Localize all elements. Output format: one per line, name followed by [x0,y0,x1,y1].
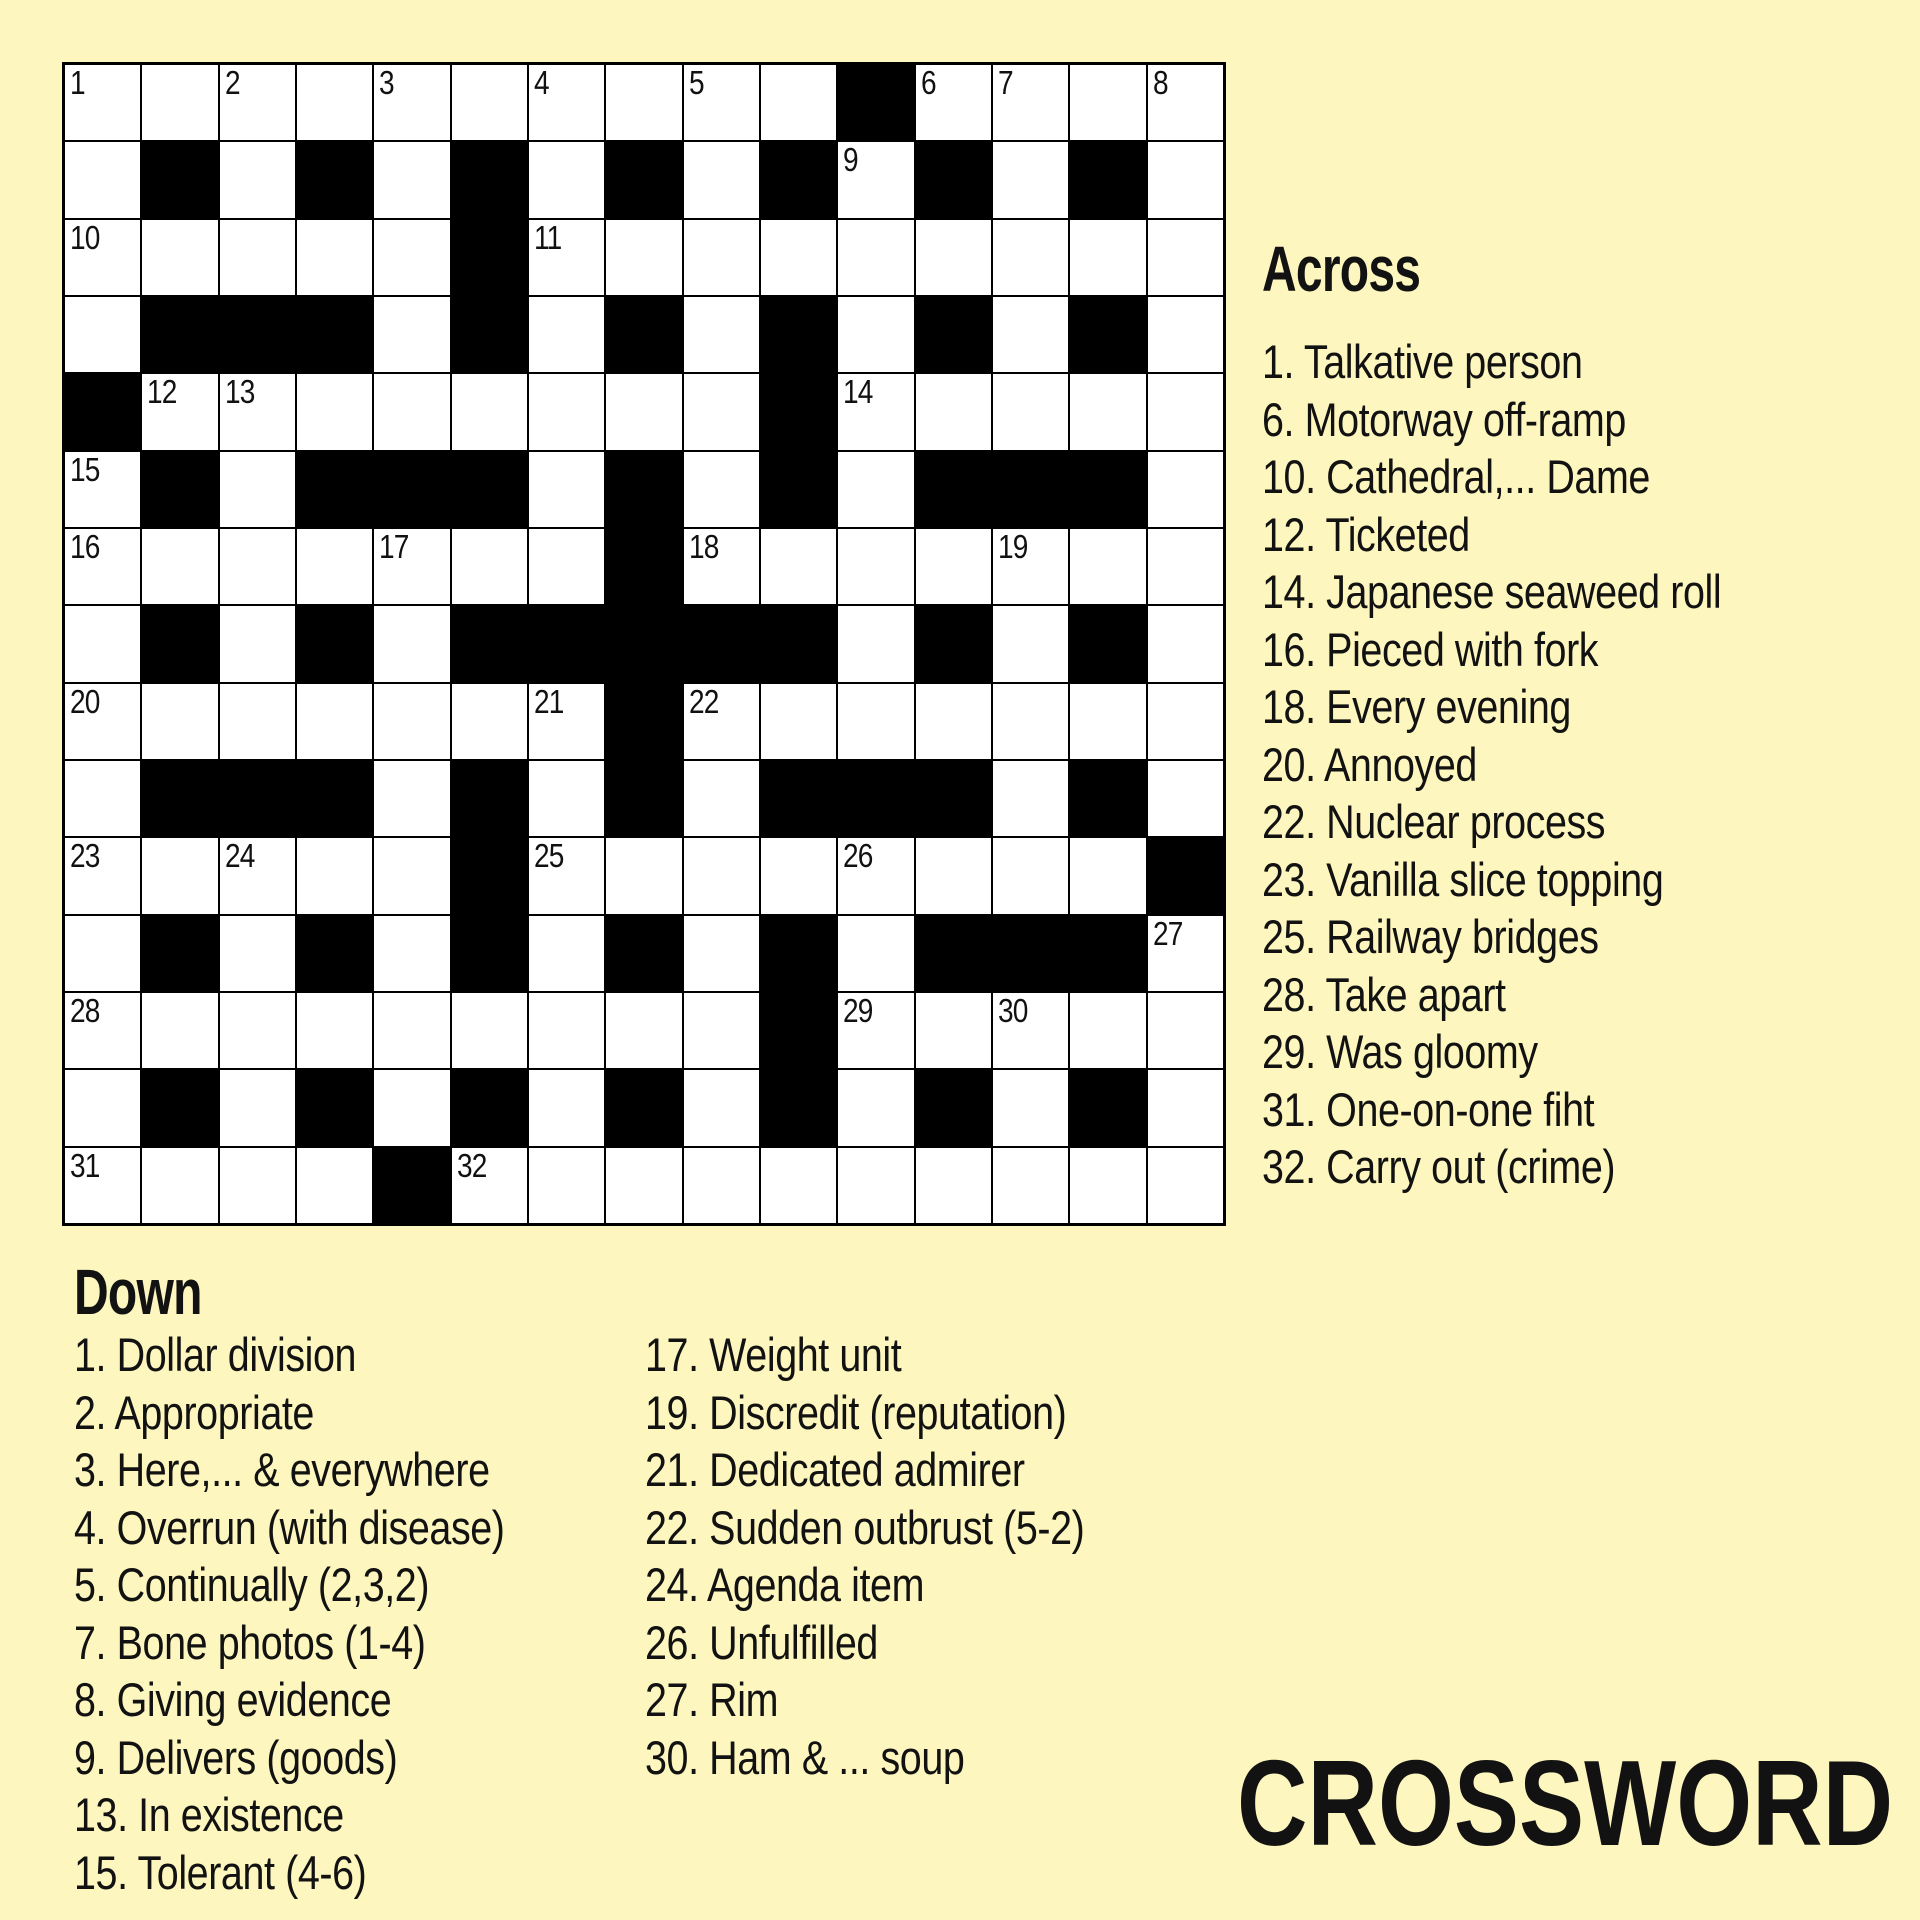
grid-cell[interactable] [838,142,913,217]
grid-cell[interactable] [1070,993,1145,1068]
down-clue: 21. Dedicated admirer [645,1443,1025,1496]
grid-cell[interactable] [838,684,913,759]
grid-cell-black [142,761,217,836]
grid-cell[interactable] [916,220,991,295]
grid-cell[interactable] [916,529,991,604]
grid-cell[interactable] [1070,220,1145,295]
cell-number: 12 [147,373,177,411]
crossword-title: CROSSWORD [1236,1735,1893,1871]
grid-cell[interactable] [838,220,913,295]
grid-cell[interactable] [297,993,372,1068]
grid-cell[interactable] [916,993,991,1068]
across-clue-list [1262,333,1721,1196]
grid-cell-black [452,297,527,372]
grid-cell[interactable] [220,916,295,991]
down-clue: 27. Rim [645,1673,779,1726]
grid-cell-black [606,761,681,836]
grid-cell[interactable] [142,374,217,449]
grid-cell[interactable] [220,1148,295,1223]
grid-cell-black [452,452,527,527]
down-clue: 19. Discredit (reputation) [645,1385,1067,1439]
grid-cell-black [297,297,372,372]
cell-number: 3 [379,64,395,101]
grid-cell[interactable] [761,65,836,140]
grid-cell[interactable] [838,1148,913,1223]
grid-cell[interactable] [452,65,527,140]
grid-cell[interactable] [452,684,527,759]
cell-number: 26 [843,837,873,875]
grid-cell[interactable] [684,220,759,295]
down-clue: 26. Unfulfilled [645,1615,878,1669]
grid-cell[interactable] [684,838,759,913]
grid-cell[interactable] [916,374,991,449]
grid-cell-black [297,142,372,217]
cell-number: 29 [843,992,873,1029]
grid-cell-black [916,142,991,217]
grid-cell[interactable] [916,838,991,913]
grid-cell-black [1070,916,1145,991]
cell-number: 9 [843,141,859,179]
grid-cell[interactable] [761,220,836,295]
grid-cell[interactable] [684,1148,759,1223]
grid-cell[interactable] [606,374,681,449]
grid-cell[interactable] [529,761,604,836]
grid-cell[interactable] [606,838,681,913]
cell-number: 8 [1152,64,1168,101]
grid-cell[interactable] [529,65,604,140]
down-clue: 4. Overrun (with disease) [74,1500,505,1554]
grid-cell-black [374,1148,449,1223]
across-clue: 1. Talkative person [1262,335,1583,388]
grid-cell[interactable] [993,993,1068,1068]
cell-number: 24 [224,837,255,875]
grid-cell[interactable] [374,220,449,295]
grid-cell[interactable] [374,993,449,1068]
grid-cell[interactable] [65,993,140,1068]
down-clue-list-left [74,1326,505,1901]
grid-cell[interactable] [606,220,681,295]
grid-cell[interactable] [220,220,295,295]
grid-cell-black [606,142,681,217]
down-clue: 24. Agenda item [645,1558,925,1611]
cell-number: 32 [456,1146,487,1184]
down-clue: 22. Sudden outbrust (5-2) [645,1500,1085,1554]
grid-cell[interactable] [993,220,1068,295]
grid-cell[interactable] [529,1070,604,1145]
grid-cell[interactable] [684,374,759,449]
grid-cell-black [916,1070,991,1145]
grid-cell[interactable] [65,65,140,140]
grid-cell-black [761,993,836,1068]
grid-cell-black [761,1070,836,1145]
grid-cell[interactable] [838,529,913,604]
down-clue: 15. Tolerant (4-6) [74,1845,367,1899]
grid-cell[interactable] [684,916,759,991]
grid-cell[interactable] [993,684,1068,759]
grid-cell[interactable] [374,838,449,913]
grid-cell-black [761,761,836,836]
grid-cell[interactable] [993,297,1068,372]
grid-cell-black [452,761,527,836]
grid-cell[interactable] [374,761,449,836]
grid-cell[interactable] [220,684,295,759]
grid-cell[interactable] [993,1070,1068,1145]
grid-cell-black [761,916,836,991]
grid-cell[interactable] [1148,142,1223,217]
grid-cell-black [916,452,991,527]
grid-cell[interactable] [529,142,604,217]
grid-cell[interactable] [65,1070,140,1145]
grid-cell-black [297,761,372,836]
grid-cell[interactable] [220,993,295,1068]
grid-cell-black [916,761,991,836]
grid-cell-black [606,452,681,527]
grid-cell-black [452,142,527,217]
cell-number: 4 [534,64,549,101]
grid-cell[interactable] [838,606,913,681]
cell-number: 10 [70,218,100,256]
grid-cell-black [1070,761,1145,836]
across-clue: 20. Annoyed [1262,737,1477,791]
grid-cell[interactable] [65,297,140,372]
grid-cell[interactable] [1070,838,1145,913]
grid-cell-black [142,606,217,681]
grid-cell[interactable] [1148,761,1223,836]
grid-cell[interactable] [761,838,836,913]
grid-cell-black [297,916,372,991]
cell-number: 31 [70,1146,100,1184]
grid-cell[interactable] [529,374,604,449]
grid-cell[interactable] [684,65,759,140]
grid-cell[interactable] [374,916,449,991]
grid-cell-black [761,297,836,372]
grid-cell[interactable] [297,529,372,604]
grid-cell[interactable] [142,993,217,1068]
grid-cell[interactable] [220,529,295,604]
down-clue: 30. Ham & ... soup [645,1730,965,1784]
across-clue: 25. Railway bridges [1262,910,1599,963]
cell-number: 17 [379,528,409,565]
grid-cell[interactable] [452,374,527,449]
across-clue: 6. Motorway off-ramp [1262,392,1626,446]
grid-cell[interactable] [684,142,759,217]
grid-cell[interactable] [65,606,140,681]
grid-cell[interactable] [529,220,604,295]
cell-number: 28 [70,992,100,1029]
grid-cell-black [916,297,991,372]
grid-cell-black [1148,838,1223,913]
grid-cell[interactable] [1148,993,1223,1068]
grid-cell[interactable] [1148,684,1223,759]
grid-cell[interactable] [142,684,217,759]
grid-cell[interactable] [684,529,759,604]
grid-cell[interactable] [993,606,1068,681]
across-clue: 16. Pieced with fork [1262,622,1599,676]
grid-cell-black [220,297,295,372]
down-clue: 13. In existence [74,1788,344,1841]
grid-cell[interactable] [374,606,449,681]
grid-cell[interactable] [1070,374,1145,449]
grid-cell-black [1070,606,1145,681]
grid-cell-black [916,916,991,991]
grid-cell-black [993,916,1068,991]
grid-cell[interactable] [1070,1148,1145,1223]
cell-number: 27 [1152,914,1183,952]
grid-cell[interactable] [761,684,836,759]
grid-cell[interactable] [297,65,372,140]
grid-cell[interactable] [452,993,527,1068]
grid-cell-black [374,452,449,527]
grid-cell-black [761,142,836,217]
grid-cell[interactable] [606,993,681,1068]
grid-cell-black [220,761,295,836]
cell-number: 5 [688,64,704,101]
cell-number: 14 [843,373,873,411]
down-clue: 2. Appropriate [74,1385,314,1439]
across-clue: 10. Cathedral,... Dame [1262,450,1650,503]
grid-cell[interactable] [529,1148,604,1223]
grid-cell[interactable] [142,838,217,913]
grid-cell-black [606,1070,681,1145]
grid-cell[interactable] [838,297,913,372]
cell-number: 7 [998,64,1013,101]
grid-cell[interactable] [374,684,449,759]
grid-cell[interactable] [761,529,836,604]
grid-cell-black [297,606,372,681]
cell-number: 6 [920,64,936,101]
grid-cell[interactable] [65,838,140,913]
across-clue: 22. Nuclear process [1262,795,1606,848]
grid-cell-black [529,606,604,681]
grid-cell[interactable] [529,529,604,604]
down-clue: 7. Bone photos (1-4) [74,1615,426,1669]
grid-cell[interactable] [993,65,1068,140]
grid-cell-black [684,606,759,681]
grid-cell-black [606,684,681,759]
cell-number: 19 [998,528,1028,565]
cell-number: 16 [70,528,100,565]
grid-cell[interactable] [1148,220,1223,295]
grid-cell[interactable] [529,452,604,527]
cell-number: 21 [534,682,564,720]
grid-cell[interactable] [297,220,372,295]
grid-cell[interactable] [1070,529,1145,604]
grid-cell[interactable] [838,993,913,1068]
cell-number: 30 [998,992,1028,1029]
cell-number: 15 [70,450,100,488]
cell-number: 20 [70,682,100,720]
grid-cell[interactable] [1148,529,1223,604]
down-clue: 1. Dollar division [74,1328,357,1381]
grid-cell-black [916,606,991,681]
grid-cell[interactable] [65,220,140,295]
cell-number: 18 [688,528,719,565]
down-heading: Down [74,1256,202,1328]
grid-cell[interactable] [220,452,295,527]
grid-cell-black [606,606,681,681]
grid-cell[interactable] [374,65,449,140]
grid-cell-black [297,1070,372,1145]
grid-cell[interactable] [684,761,759,836]
grid-cell[interactable] [916,684,991,759]
grid-cell[interactable] [838,452,913,527]
grid-cell-black [142,142,217,217]
grid-cell[interactable] [142,1148,217,1223]
grid-cell[interactable] [374,297,449,372]
grid-cell[interactable] [993,838,1068,913]
grid-cell-black [606,529,681,604]
grid-cell[interactable] [1070,65,1145,140]
grid-cell[interactable] [993,374,1068,449]
grid-cell[interactable] [220,1070,295,1145]
grid-cell[interactable] [838,374,913,449]
grid-cell-black [452,916,527,991]
across-clue: 29. Was gloomy [1262,1025,1538,1078]
down-clue: 8. Giving evidence [74,1673,392,1726]
grid-cell[interactable] [374,374,449,449]
grid-cell-black [1070,1070,1145,1145]
grid-cell[interactable] [529,993,604,1068]
cell-number: 25 [534,837,564,875]
cell-number: 23 [70,837,100,875]
grid-cell-black [142,916,217,991]
grid-cell[interactable] [220,838,295,913]
grid-cell[interactable] [374,142,449,217]
cell-number: 13 [224,373,255,411]
grid-cell[interactable] [993,1148,1068,1223]
across-clue: 32. Carry out (crime) [1262,1140,1616,1193]
grid-cell-black [452,838,527,913]
grid-cell[interactable] [606,1148,681,1223]
grid-cell[interactable] [452,529,527,604]
across-clue: 31. One-on-one fiht [1262,1082,1595,1136]
grid-cell-black [1070,142,1145,217]
grid-cell[interactable] [297,374,372,449]
grid-cell-black [761,452,836,527]
grid-cell[interactable] [65,1148,140,1223]
grid-cell[interactable] [684,452,759,527]
across-clue: 28. Take apart [1262,967,1506,1021]
grid-cell[interactable] [65,452,140,527]
grid-cell[interactable] [65,916,140,991]
grid-cell[interactable] [838,916,913,991]
grid-cell-black [838,761,913,836]
grid-cell[interactable] [529,297,604,372]
down-clue: 17. Weight unit [645,1328,902,1381]
across-clue: 18. Every evening [1262,680,1571,733]
grid-cell[interactable] [1148,916,1223,991]
grid-cell[interactable] [65,142,140,217]
grid-cell-black [838,65,913,140]
across-clue: 23. Vanilla slice topping [1262,852,1664,906]
grid-cell[interactable] [1148,374,1223,449]
grid-cell[interactable] [529,838,604,913]
cell-number: 11 [534,218,562,256]
across-clue: 12. Ticketed [1262,507,1470,561]
down-clue-list-right [645,1326,1084,1786]
grid-cell[interactable] [916,65,991,140]
grid-cell-black [993,452,1068,527]
grid-cell-black [297,452,372,527]
grid-cell[interactable] [761,1148,836,1223]
across-heading: Across [1262,233,1421,305]
crossword-grid [62,62,1226,1226]
cell-number: 22 [688,682,719,720]
grid-cell[interactable] [1148,606,1223,681]
grid-cell-black [142,1070,217,1145]
grid-cell[interactable] [606,65,681,140]
grid-cell[interactable] [65,529,140,604]
grid-cell[interactable] [220,374,295,449]
grid-cell-black [65,374,140,449]
grid-cell-black [452,606,527,681]
cell-number: 1 [70,64,85,101]
down-clue: 9. Delivers (goods) [74,1730,398,1784]
cell-number: 2 [224,64,240,101]
grid-cell-black [452,220,527,295]
grid-cell-black [1070,297,1145,372]
grid-cell[interactable] [916,1148,991,1223]
grid-cell[interactable] [220,65,295,140]
grid-cell[interactable] [993,142,1068,217]
grid-cell[interactable] [684,1070,759,1145]
grid-cell[interactable] [142,65,217,140]
grid-cell[interactable] [1148,1148,1223,1223]
grid-cell[interactable] [297,684,372,759]
grid-cell-black [142,297,217,372]
grid-cell[interactable] [1148,1070,1223,1145]
grid-cell[interactable] [297,1148,372,1223]
grid-cell-black [1070,452,1145,527]
grid-cell-black [606,297,681,372]
grid-cell[interactable] [374,1070,449,1145]
grid-cell[interactable] [684,684,759,759]
across-clue: 14. Japanese seaweed roll [1262,565,1722,618]
grid-cell[interactable] [1148,65,1223,140]
grid-cell[interactable] [220,606,295,681]
down-clue: 3. Here,... & everywhere [74,1443,490,1496]
grid-cell-black [761,374,836,449]
grid-cell[interactable] [1070,684,1145,759]
grid-cell[interactable] [838,838,913,913]
grid-cell-black [606,916,681,991]
grid-cell[interactable] [65,684,140,759]
grid-cell[interactable] [684,993,759,1068]
grid-cell[interactable] [142,220,217,295]
grid-cell[interactable] [142,529,217,604]
grid-cell-black [452,1070,527,1145]
grid-cell-black [142,452,217,527]
grid-cell[interactable] [374,529,449,604]
grid-cell[interactable] [684,297,759,372]
grid-cell[interactable] [993,529,1068,604]
grid-cell[interactable] [65,761,140,836]
grid-cell[interactable] [838,1070,913,1145]
grid-cell[interactable] [1148,297,1223,372]
grid-cell[interactable] [297,838,372,913]
grid-cell[interactable] [452,1148,527,1223]
down-clue: 5. Continually (2,3,2) [74,1558,430,1611]
grid-cell[interactable] [1148,452,1223,527]
grid-cell[interactable] [529,916,604,991]
grid-cell[interactable] [993,761,1068,836]
grid-cell[interactable] [220,142,295,217]
grid-cell[interactable] [529,684,604,759]
grid-cell-black [761,606,836,681]
